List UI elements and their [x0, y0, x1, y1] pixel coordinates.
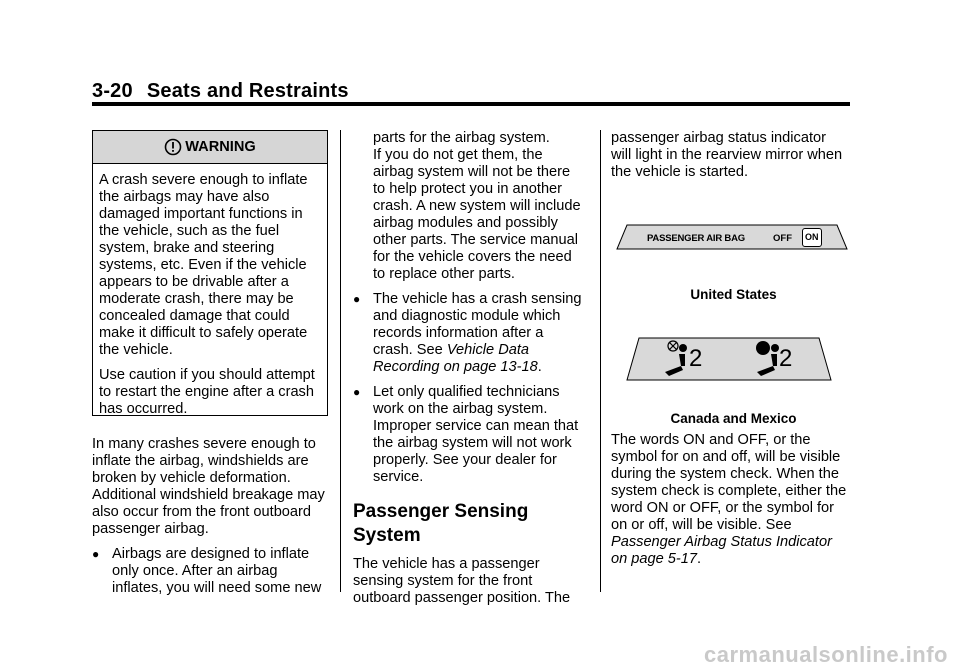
text-line: The vehicle has a passenger	[353, 556, 540, 572]
indicator-intro	[611, 130, 856, 181]
bullet-qualified-technicians	[353, 384, 593, 486]
warning-text-line: make it difficult to safely operate	[99, 325, 308, 341]
text-line: other parts. The service manual	[373, 232, 578, 248]
passenger-airbag-indicator-link[interactable]: Passenger Airbag Status Indicator	[611, 534, 832, 550]
text-line: and diagnostic module which	[373, 308, 561, 324]
text-line: passenger airbag.	[92, 521, 209, 537]
warning-text-line: Use caution if you should attempt	[99, 367, 315, 383]
section-paragraph	[353, 556, 593, 607]
text-line: airbag modules and possibly	[373, 215, 558, 231]
column-divider-2	[600, 130, 601, 592]
warning-text-line: appears to be drivable after a	[99, 274, 289, 290]
text-line: to help protect you in another	[373, 181, 563, 197]
bullet-icon: ●	[353, 292, 361, 306]
warning-paragraph	[99, 367, 321, 418]
bullet-continuation	[353, 130, 593, 283]
us-indicator-off: OFF	[773, 233, 792, 244]
text-line: properly. See your dealer for	[373, 452, 557, 468]
vehicle-data-recording-link[interactable]: Vehicle Data	[446, 342, 530, 358]
us-indicator-figure	[615, 222, 851, 257]
section-title: Passenger Sensing System	[353, 501, 529, 546]
warning-text-line: the vehicle, such as the fuel	[99, 223, 280, 239]
text-line: also occur from the front outboard	[92, 504, 312, 520]
text-line: word ON or OFF, or the symbol for	[611, 500, 835, 516]
caption-united-states: United States	[690, 287, 777, 302]
passenger-seat-number-right: 2	[779, 345, 793, 372]
column-2	[353, 130, 593, 607]
text-line: only once. After an airbag	[112, 563, 278, 579]
warning-text-line: systems, etc. Even if the vehicle	[99, 257, 307, 273]
text-line: Additional windshield breakage may	[92, 487, 325, 503]
warning-text-line: damaged important functions in	[99, 206, 303, 222]
text-line: The vehicle has a crash sensing	[373, 291, 582, 307]
passenger-seat-number-left: 2	[689, 345, 703, 372]
warning-header	[93, 131, 327, 164]
text-line: the vehicle is started.	[611, 164, 749, 180]
passenger-airbag-indicator-link-page[interactable]: on page 5-17	[611, 551, 698, 567]
text-line: parts for the airbag system.	[373, 130, 550, 146]
text-line: symbol for on and off, will be visible	[611, 449, 841, 465]
text-line: outboard passenger position. The	[353, 590, 571, 606]
text-line: inflate the airbag, windshields are	[92, 453, 309, 469]
warning-body	[93, 164, 327, 418]
header-rule	[92, 102, 850, 106]
text-line: to replace other parts.	[373, 266, 515, 282]
canada-indicator-figure	[625, 336, 833, 387]
indicator-description: The words ON and OFF, or the symbol for on and off, will be visible during the system check. When the system check is complete, either the word ON or OFF, or the symbol for on or off, will be visible. See Passenger Airbag Status Indicator on page 5-17.	[611, 432, 856, 568]
watermark: carmanualsonline.info	[704, 642, 948, 667]
text-line: the airbag system will not work	[373, 435, 572, 451]
text-line: airbag system will not be there	[373, 164, 571, 180]
page-header	[92, 80, 349, 103]
warning-icon	[164, 138, 182, 156]
warning-text-line: moderate crash, there may be	[99, 291, 294, 307]
text-line: Improper service can mean that	[373, 418, 579, 434]
us-indicator-on: ON	[802, 228, 822, 247]
chapter-title: Seats and Restraints	[146, 80, 349, 102]
text-line: inflates, you will need some new	[112, 580, 322, 596]
intro-paragraph	[92, 436, 337, 538]
text-line: In many crashes severe enough to	[92, 436, 316, 452]
text-line: during the system check. When the	[611, 466, 839, 482]
text-line: system check is complete, either the	[611, 483, 847, 499]
warning-text-line: has occurred.	[99, 401, 188, 417]
text-line: crash. A new system will include	[373, 198, 581, 214]
text-line: for the vehicle covers the need	[373, 249, 572, 265]
bullet-airbags-once	[92, 546, 337, 597]
caption-canada-mexico: Canada and Mexico	[670, 411, 797, 426]
text-line: The words ON and OFF, or the	[611, 432, 811, 448]
warning-text-line: system, brake and steering	[99, 240, 275, 256]
column-1	[92, 436, 337, 597]
warning-text-line: concealed damage that could	[99, 308, 290, 324]
text-line: records information after a	[373, 325, 544, 341]
text-line: service.	[373, 469, 424, 485]
bullet-crash-module: ● The vehicle has a crash sensing and diagnostic module which records information after a crash. See Vehicle Data Recording on page 13-18.	[353, 291, 593, 376]
warning-text-line: the airbags may have also	[99, 189, 270, 205]
column-3	[611, 130, 856, 567]
vehicle-data-recording-link-page[interactable]: Recording on page 13-18	[373, 359, 538, 375]
text-line: passenger airbag status indicator	[611, 130, 826, 146]
column-divider-1	[340, 130, 341, 592]
text-line: Let only qualified technicians	[373, 384, 560, 400]
canada-indicator-strip	[625, 336, 833, 382]
warning-text-line: the vehicle.	[99, 342, 173, 358]
page-number: 3-20	[92, 80, 133, 102]
warning-heading: WARNING	[185, 139, 256, 155]
text-line: on or off, will be visible. See	[611, 517, 792, 533]
warning-box	[92, 130, 328, 416]
text-line: Airbags are designed to inflate	[112, 546, 310, 562]
warning-text-line: to restart the engine after a crash	[99, 384, 314, 400]
text-line: work on the airbag system.	[373, 401, 548, 417]
text-line: will light in the rearview mirror when	[611, 147, 843, 163]
warning-paragraph	[99, 172, 321, 359]
bullet-icon: ●	[353, 385, 361, 399]
bullet-icon: ●	[92, 547, 100, 561]
text-line: sensing system for the front	[353, 573, 533, 589]
text-line: If you do not get them, the	[373, 147, 543, 163]
text-line: broken by vehicle deformation.	[92, 470, 291, 486]
us-indicator-label: PASSENGER AIR BAG	[647, 233, 745, 244]
warning-text-line: A crash severe enough to inflate	[99, 172, 308, 188]
